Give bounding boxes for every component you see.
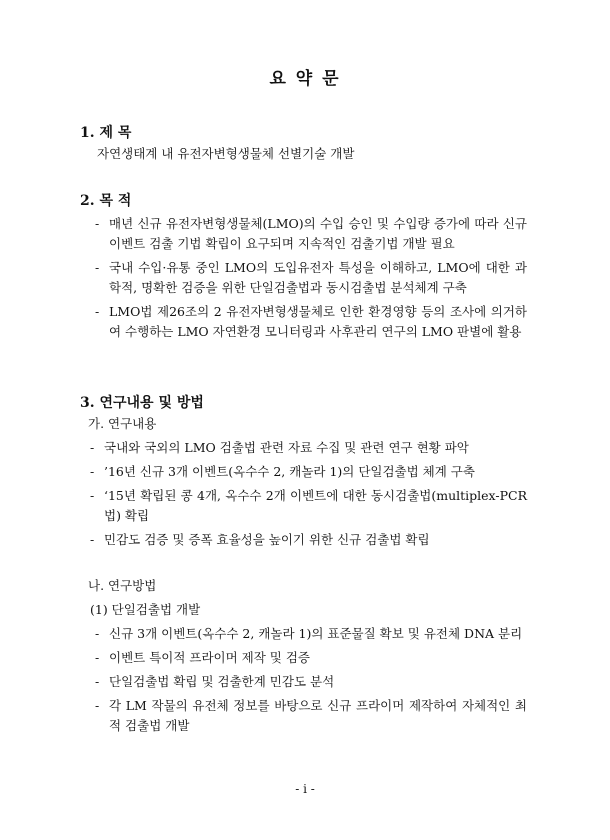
list-item-text: 이벤트 특이적 프라이머 제작 및 검증	[109, 650, 310, 665]
section-1-text: 자연생태계 내 유전자변형생물체 선별기술 개발	[97, 146, 355, 161]
list-item-text: ‘15년 확립된 콩 4개, 옥수수 2개 이벤트에 대한 동시검출법(multiplex-PCR법) 확립	[104, 488, 527, 523]
list-item: - 각 LM 작물의 유전체 정보를 바탕으로 신규 프라이머 제작하여 자체적인 최적 검출법 개발	[95, 696, 527, 736]
list-item-text: 매년 신규 유전자변형생물체(LMO)의 수입 승인 및 수입량 증가에 따라 신규 이벤트 검출 기법 확립이 요구되며 지속적인 검출기법 개발 필요	[109, 216, 527, 251]
page-title: 요 약 문	[269, 69, 341, 89]
list-item-text: 단일검출법 확립 및 검출한계 민감도 분석	[109, 674, 335, 689]
list-item: - 국내와 국외의 LMO 검출법 관련 자료 수집 및 관련 연구 현황 파악	[90, 438, 527, 458]
list-item-text: LMO법 제26조의 2 유전자변형생물체로 인한 환경영향 등의 조사에 의거하여 수행하는 LMO 자연환경 모니터링과 사후관리 연구의 LMO 판별에 활용	[109, 304, 527, 339]
list-item-text: ’16년 신규 3개 이벤트(옥수수 2, 캐놀라 1)의 단일검출법 체계 구축	[104, 464, 475, 479]
list-item-text: 각 LM 작물의 유전체 정보를 바탕으로 신규 프라이머 제작하여 자체적인 최적 검출법 개발	[109, 698, 527, 733]
list-item: - 매년 신규 유전자변형생물체(LMO)의 수입 승인 및 수입량 증가에 따라 신규 이벤트 검출 기법 확립이 요구되며 지속적인 검출기법 개발 필요	[95, 214, 527, 254]
section-3-heading: 3. 연구내용 및 방법	[80, 395, 204, 411]
list-item-text: 민감도 검증 및 증폭 효율성을 높이기 위한 신규 검출법 확립	[104, 532, 430, 547]
list-item: - 단일검출법 확립 및 검출한계 민감도 분석	[95, 672, 527, 692]
list-item: - LMO법 제26조의 2 유전자변형생물체로 인한 환경영향 등의 조사에 의거하여 수행하는 LMO 자연환경 모니터링과 사후관리 연구의 LMO 판별에 활용	[95, 302, 527, 342]
list-item: - 민감도 검증 및 증폭 효율성을 높이기 위한 신규 검출법 확립	[90, 530, 527, 550]
list-item-text: 국내 수입·유통 중인 LMO의 도입유전자 특성을 이해하고, LMO에 대한 과학적, 명확한 검증을 위한 단일검출법과 동시검출법 분석체계 구축	[109, 260, 527, 295]
section-2-heading: 2. 목 적	[80, 193, 132, 209]
subsection-b1-heading: (1) 단일검출법 개발	[90, 602, 201, 617]
subsection-b-heading: 나. 연구방법	[88, 578, 157, 593]
list-item: - 이벤트 특이적 프라이머 제작 및 검증	[95, 648, 527, 668]
section-1-heading: 1. 제 목	[80, 125, 132, 141]
list-item: - 신규 3개 이벤트(옥수수 2, 캐놀라 1)의 표준물질 확보 및 유전체 DNA 분리	[95, 624, 527, 644]
list-item-text: 신규 3개 이벤트(옥수수 2, 캐놀라 1)의 표준물질 확보 및 유전체 DNA 분리	[109, 626, 523, 641]
list-item-text: 국내와 국외의 LMO 검출법 관련 자료 수집 및 관련 연구 현황 파악	[104, 440, 469, 455]
list-item: - ‘15년 확립된 콩 4개, 옥수수 2개 이벤트에 대한 동시검출법(multiplex-PCR법) 확립	[90, 486, 527, 526]
list-item: - ’16년 신규 3개 이벤트(옥수수 2, 캐놀라 1)의 단일검출법 체계 구축	[90, 462, 527, 482]
page-number: - i -	[295, 782, 315, 796]
subsection-a-heading: 가. 연구내용	[88, 416, 157, 431]
list-item: - 국내 수입·유통 중인 LMO의 도입유전자 특성을 이해하고, LMO에 대한 과학적, 명확한 검증을 위한 단일검출법과 동시검출법 분석체계 구축	[95, 258, 527, 298]
